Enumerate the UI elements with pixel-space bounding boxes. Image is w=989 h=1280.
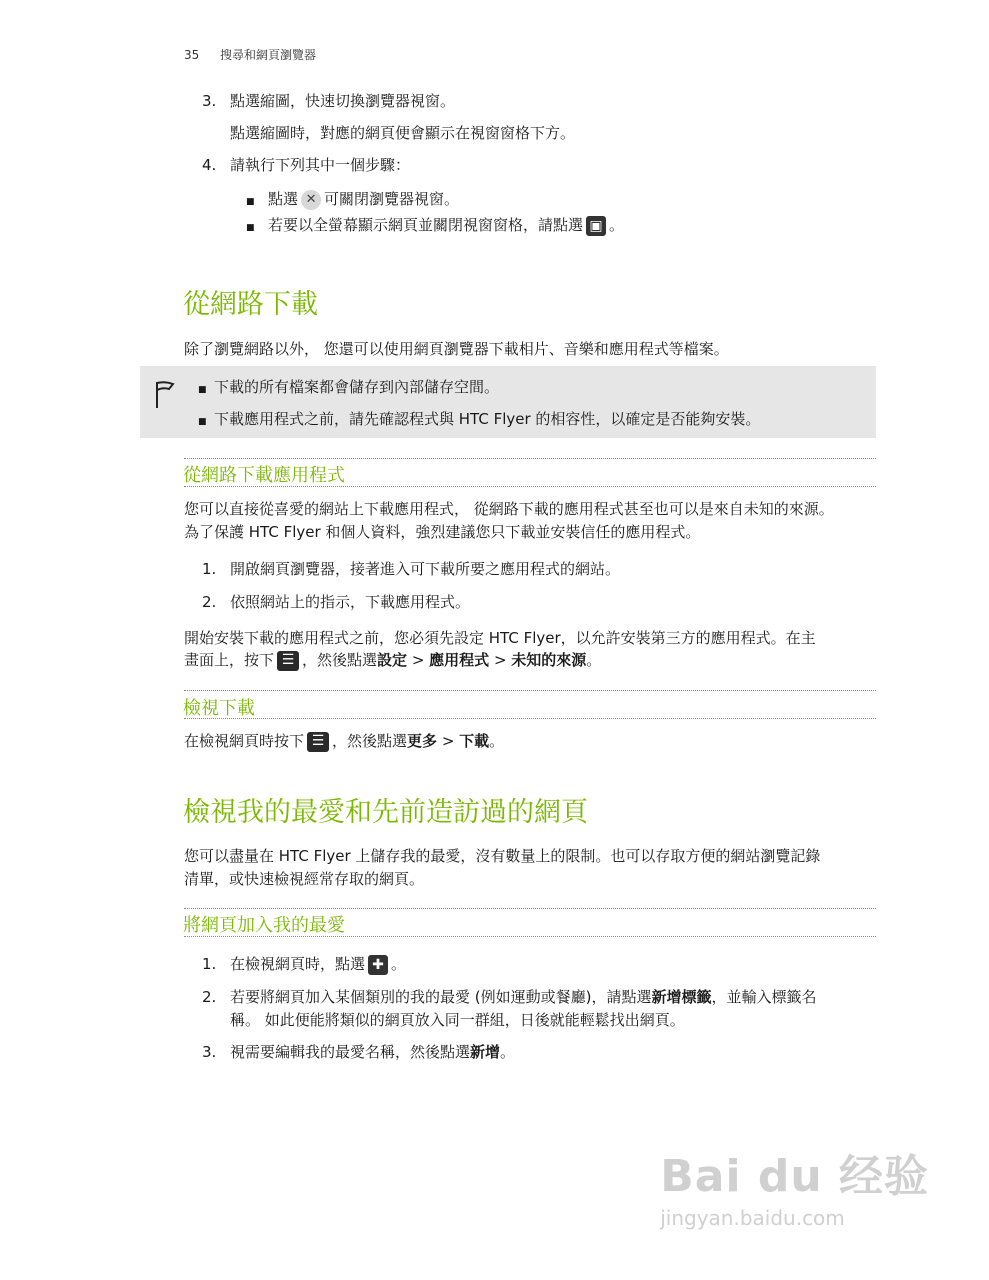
watermark-url: jingyan.baidu.com — [660, 1206, 845, 1230]
section-title-download: 從網路下載 — [183, 289, 318, 320]
menu-path-more: 更多 — [407, 732, 438, 750]
menu-path-unknown-sources: 未知的來源 — [511, 651, 587, 669]
favorites-intro-line-2: 清單，或快速檢視經常存取的網頁。 — [184, 870, 425, 888]
subsection-title-add-favorite: 將網頁加入我的最愛 — [183, 915, 345, 936]
bullet-fullscreen: ■ 若要以全螢幕顯示網頁並關閉視窗窗格，請點選 ▣ 。 — [246, 216, 625, 234]
bullet-marker: ■ — [246, 197, 255, 207]
section-intro-download: 除了瀏覽網路以外， 您還可以使用網頁瀏覽器下載相片、音樂和應用程式等檔案。 — [184, 340, 729, 358]
add-option: 新增 — [470, 1043, 501, 1061]
page-number: 35 — [184, 48, 200, 62]
install-line-2: 畫面上，按下 ☰ ，然後點選設定 > 應用程式 > 未知的來源。 — [184, 651, 602, 669]
chapter-title: 搜尋和網頁瀏覽器 — [220, 48, 317, 62]
view-downloads-text: 在檢視網頁時按下 ☰ ，然後點選更多 > 下載。 — [184, 732, 505, 750]
favorite-step-3: 3. 視需要編輯我的最愛名稱，然後點選新增。 — [202, 1043, 516, 1061]
divider — [184, 690, 876, 691]
favorite-step-2: 2. 若要將網頁加入某個類別的我的最愛 (例如運動或餐廳)，請點選新增標籤，並輸入標籤名 — [202, 988, 817, 1006]
page-header — [184, 46, 316, 63]
apps-step-2: 2. 依照網站上的指示，下載應用程式。 — [202, 593, 471, 611]
subsection-title-apps: 從網路下載應用程式 — [183, 465, 345, 486]
fullscreen-icon[interactable]: ▣ — [586, 216, 606, 236]
favorite-step-1: 1. 在檢視網頁時，點選 ✚ 。 — [202, 955, 407, 973]
bullet-close: ■ 點選 ✕ 可關閉瀏覽器視窗。 — [246, 190, 460, 208]
baidu-watermark — [660, 1140, 929, 1230]
add-tag-option: 新增標籤 — [651, 988, 712, 1006]
bullet-marker: ■ — [246, 223, 255, 233]
note-item-2: ■ 下載應用程式之前，請先確認程式與 HTC Flyer 的相容性，以確定是否能夠安裝。 — [198, 410, 761, 428]
close-icon[interactable]: ✕ — [301, 190, 321, 210]
note-item-1: ■ 下載的所有檔案都會儲存到內部儲存空間。 — [198, 378, 500, 396]
divider — [184, 718, 876, 719]
menu-path-settings: 設定 — [377, 651, 408, 669]
watermark-brand: Bai du 经验 — [660, 1151, 929, 1202]
step-3-detail: 點選縮圖時，對應的網頁便會顯示在視窗窗格下方。 — [230, 124, 576, 142]
install-line-1: 開始安裝下載的應用程式之前，您必須先設定 HTC Flyer，以允許安裝第三方的應用程式。在主 — [184, 629, 816, 647]
subsection-title-view-downloads: 檢視下載 — [183, 698, 255, 719]
menu-icon[interactable]: ☰ — [307, 732, 329, 752]
step-3: 3. 點選縮圖，快速切換瀏覽器視窗。 — [202, 92, 456, 110]
add-icon[interactable]: ✚ — [368, 955, 388, 975]
menu-path-downloads: 下載 — [459, 732, 490, 750]
favorites-intro-line-1: 您可以盡量在 HTC Flyer 上儲存我的最愛，沒有數量上的限制。也可以存取方便的網站瀏覽記錄 — [184, 847, 821, 865]
note-flag-icon — [154, 380, 176, 410]
menu-icon[interactable]: ☰ — [277, 651, 299, 671]
apps-para-line-2: 為了保護 HTC Flyer 和個人資料，強烈建議您只下載並安裝信任的應用程式。 — [184, 523, 701, 541]
apps-step-1: 1. 開啟網頁瀏覽器，接著進入可下載所要之應用程式的網站。 — [202, 560, 621, 578]
apps-para-line-1: 您可以直接從喜愛的網站上下載應用程式， 從網路下載的應用程式甚至也可以是來自未知的來源。 — [184, 500, 834, 518]
menu-path-applications: 應用程式 — [429, 651, 490, 669]
step-4: 4. 請執行下列其中一個步驟： — [202, 156, 411, 174]
divider — [184, 936, 876, 937]
section-title-favorites: 檢視我的最愛和先前造訪過的網頁 — [183, 797, 588, 828]
divider — [184, 908, 876, 909]
note-box — [140, 366, 876, 438]
favorite-step-2-line-2: 稱。 如此便能將類似的網頁放入同一群組，日後就能輕鬆找出網頁。 — [230, 1011, 685, 1029]
divider — [184, 486, 876, 487]
divider — [184, 458, 876, 459]
